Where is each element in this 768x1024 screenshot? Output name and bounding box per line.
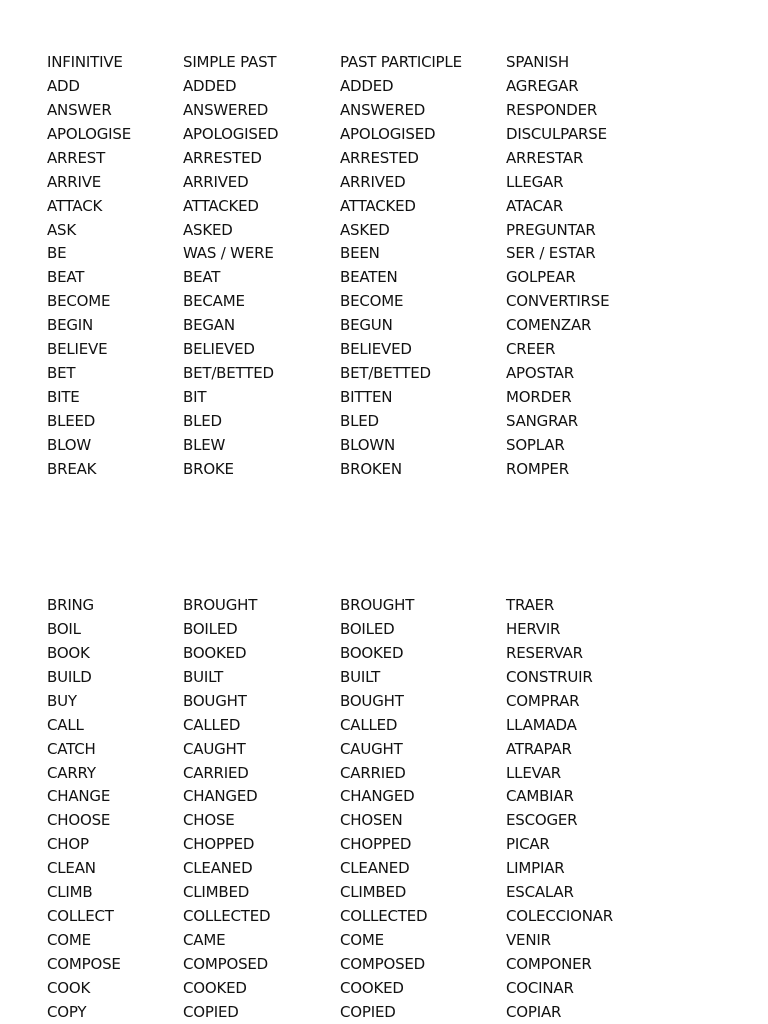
past-participle-cell: CHOSEN [340,811,403,830]
spanish-cell: SANGRAR [506,412,579,431]
spanish-cell: RESERVAR [506,643,583,662]
infinitive-cell: CARRY [47,763,96,782]
simple-past-cell: BUILT [183,667,224,686]
past-participle-cell: BEEN [340,244,380,263]
simple-past-cell: CAUGHT [183,739,246,758]
past-participle-cell: BEATEN [340,268,398,287]
past-participle-cell: BLED [340,412,379,431]
past-participle-cell: APOLOGISED [340,124,436,143]
spanish-cell: CAMBIAR [506,787,574,806]
past-participle-cell: CLIMBED [340,883,407,902]
past-participle-cell: BOILED [340,619,395,638]
infinitive-cell: CHANGE [47,787,111,806]
past-participle-cell: ASKED [340,220,390,239]
simple-past-cell: BROKE [183,459,234,478]
table-row [47,880,747,904]
spanish-cell: ESCOGER [506,811,578,830]
infinitive-cell: ATTACK [47,196,103,215]
simple-past-cell: ANSWERED [183,100,269,119]
past-participle-cell: CHANGED [340,787,415,806]
simple-past-cell: ARRESTED [183,148,262,167]
verb-table-block-1 [47,50,747,481]
header-past-participle: PAST PARTICIPLE [340,52,462,71]
table-row [47,194,747,218]
past-participle-cell: ANSWERED [340,100,426,119]
header-spanish: SPANISH [506,52,569,71]
simple-past-cell: BLEW [183,435,226,454]
infinitive-cell: BRING [47,595,94,614]
past-participle-cell: BET/BETTED [340,364,431,383]
spanish-cell: COPIAR [506,1002,562,1021]
infinitive-cell: BELIEVE [47,340,108,359]
infinitive-cell: APOLOGISE [47,124,131,143]
spanish-cell: LIMPIAR [506,859,565,878]
spanish-cell: LLEGAR [506,172,564,191]
table-row [47,856,747,880]
table-row [47,98,747,122]
infinitive-cell: BITE [47,388,80,407]
table-row [47,952,747,976]
spanish-cell: COMPONER [506,955,592,974]
simple-past-cell: BOOKED [183,643,247,662]
spanish-cell: LLAMADA [506,715,577,734]
spanish-cell: ARRESTAR [506,148,584,167]
simple-past-cell: APOLOGISED [183,124,279,143]
spanish-cell: AGREGAR [506,76,579,95]
past-participle-cell: CLEANED [340,859,410,878]
past-participle-cell: BROKEN [340,459,402,478]
simple-past-cell: COMPOSED [183,955,269,974]
table-row [47,313,747,337]
table-row [47,242,747,266]
table-row [47,641,747,665]
spanish-cell: PREGUNTAR [506,220,596,239]
simple-past-cell: CARRIED [183,763,249,782]
table-row [47,928,747,952]
past-participle-cell: BOUGHT [340,691,404,710]
infinitive-cell: BLEED [47,412,96,431]
table-row [47,433,747,457]
table-row [47,146,747,170]
infinitive-cell: CLIMB [47,883,93,902]
spanish-cell: HERVIR [506,619,561,638]
infinitive-cell: ARRIVE [47,172,102,191]
spanish-cell: GOLPEAR [506,268,576,287]
spanish-cell: ATACAR [506,196,564,215]
past-participle-cell: COLLECTED [340,907,428,926]
simple-past-cell: CLEANED [183,859,253,878]
table-row [47,74,747,98]
infinitive-cell: CLEAN [47,859,96,878]
table-row [47,1000,747,1024]
infinitive-cell: CHOP [47,835,89,854]
past-participle-cell: BITTEN [340,388,393,407]
past-participle-cell: ADDED [340,76,394,95]
infinitive-cell: ARREST [47,148,106,167]
block-2-rows [47,593,747,1024]
table-row [47,361,747,385]
simple-past-cell: BEAT [183,268,221,287]
simple-past-cell: BOILED [183,619,238,638]
simple-past-cell: CHANGED [183,787,258,806]
past-participle-cell: BLOWN [340,435,395,454]
simple-past-cell: BELIEVED [183,340,255,359]
simple-past-cell: BEGAN [183,316,235,335]
spanish-cell: LLEVAR [506,763,561,782]
block-1-rows [47,74,747,481]
table-row [47,122,747,146]
past-participle-cell: COMPOSED [340,955,426,974]
spanish-cell: ATRAPAR [506,739,572,758]
spanish-cell: COCINAR [506,978,574,997]
past-participle-cell: ARRESTED [340,148,419,167]
table-row [47,904,747,928]
spanish-cell: CREER [506,340,556,359]
simple-past-cell: CALLED [183,715,241,734]
spanish-cell: APOSTAR [506,364,574,383]
simple-past-cell: COPIED [183,1002,239,1021]
simple-past-cell: ADDED [183,76,237,95]
past-participle-cell: CALLED [340,715,398,734]
infinitive-cell: BUILD [47,667,92,686]
past-participle-cell: ARRIVED [340,172,406,191]
verb-table-block-2 [47,593,747,1024]
table-row [47,785,747,809]
spanish-cell: VENIR [506,931,551,950]
infinitive-cell: BECOME [47,292,111,311]
table-row [47,665,747,689]
table-row [47,409,747,433]
infinitive-cell: ASK [47,220,77,239]
simple-past-cell: WAS / WERE [183,244,274,263]
table-row [47,289,747,313]
simple-past-cell: ATTACKED [183,196,259,215]
table-row [47,218,747,242]
table-row [47,976,747,1000]
spanish-cell: SER / ESTAR [506,244,596,263]
simple-past-cell: CAME [183,931,226,950]
infinitive-cell: BOIL [47,619,81,638]
past-participle-cell: COPIED [340,1002,396,1021]
spanish-cell: RESPONDER [506,100,598,119]
infinitive-cell: COOK [47,978,91,997]
infinitive-cell: BET [47,364,76,383]
infinitive-cell: COMPOSE [47,955,121,974]
infinitive-cell: COLLECT [47,907,114,926]
spanish-cell: CONVERTIRSE [506,292,610,311]
past-participle-cell: COOKED [340,978,404,997]
past-participle-cell: BROUGHT [340,595,415,614]
simple-past-cell: BECAME [183,292,245,311]
infinitive-cell: BREAK [47,459,97,478]
past-participle-cell: ATTACKED [340,196,416,215]
infinitive-cell: CATCH [47,739,96,758]
simple-past-cell: COOKED [183,978,247,997]
simple-past-cell: BROUGHT [183,595,258,614]
infinitive-cell: BEAT [47,268,85,287]
simple-past-cell: BET/BETTED [183,364,274,383]
infinitive-cell: BE [47,244,67,263]
past-participle-cell: BECOME [340,292,404,311]
spanish-cell: COMENZAR [506,316,592,335]
table-row [47,457,747,481]
infinitive-cell: CALL [47,715,84,734]
infinitive-cell: ADD [47,76,80,95]
simple-past-cell: CLIMBED [183,883,250,902]
table-row [47,761,747,785]
spanish-cell: ESCALAR [506,883,574,902]
past-participle-cell: BUILT [340,667,381,686]
table-row [47,713,747,737]
past-participle-cell: BEGUN [340,316,393,335]
spanish-cell: COMPRAR [506,691,580,710]
past-participle-cell: COME [340,931,384,950]
simple-past-cell: BIT [183,388,207,407]
spanish-cell: TRAER [506,595,555,614]
infinitive-cell: ANSWER [47,100,112,119]
infinitive-cell: COPY [47,1002,87,1021]
table-row [47,689,747,713]
table-row [47,808,747,832]
spanish-cell: MORDER [506,388,572,407]
spanish-cell: PICAR [506,835,550,854]
header-infinitive: INFINITIVE [47,52,123,71]
table-row [47,385,747,409]
simple-past-cell: BOUGHT [183,691,247,710]
infinitive-cell: COME [47,931,91,950]
table-row [47,170,747,194]
past-participle-cell: BOOKED [340,643,404,662]
simple-past-cell: ARRIVED [183,172,249,191]
simple-past-cell: CHOPPED [183,835,255,854]
spanish-cell: CONSTRUIR [506,667,593,686]
past-participle-cell: CARRIED [340,763,406,782]
past-participle-cell: BELIEVED [340,340,412,359]
simple-past-cell: COLLECTED [183,907,271,926]
past-participle-cell: CAUGHT [340,739,403,758]
spanish-cell: DISCULPARSE [506,124,607,143]
simple-past-cell: ASKED [183,220,233,239]
table-row [47,832,747,856]
header-simple-past: SIMPLE PAST [183,52,277,71]
table-row [47,617,747,641]
simple-past-cell: CHOSE [183,811,235,830]
spanish-cell: SOPLAR [506,435,565,454]
spanish-cell: ROMPER [506,459,569,478]
infinitive-cell: BLOW [47,435,91,454]
infinitive-cell: CHOOSE [47,811,111,830]
table-row [47,265,747,289]
table-row [47,737,747,761]
past-participle-cell: CHOPPED [340,835,412,854]
table-header-row [47,50,747,74]
infinitive-cell: BEGIN [47,316,94,335]
infinitive-cell: BUY [47,691,77,710]
simple-past-cell: BLED [183,412,222,431]
table-row [47,593,747,617]
spanish-cell: COLECCIONAR [506,907,613,926]
table-row [47,337,747,361]
infinitive-cell: BOOK [47,643,90,662]
